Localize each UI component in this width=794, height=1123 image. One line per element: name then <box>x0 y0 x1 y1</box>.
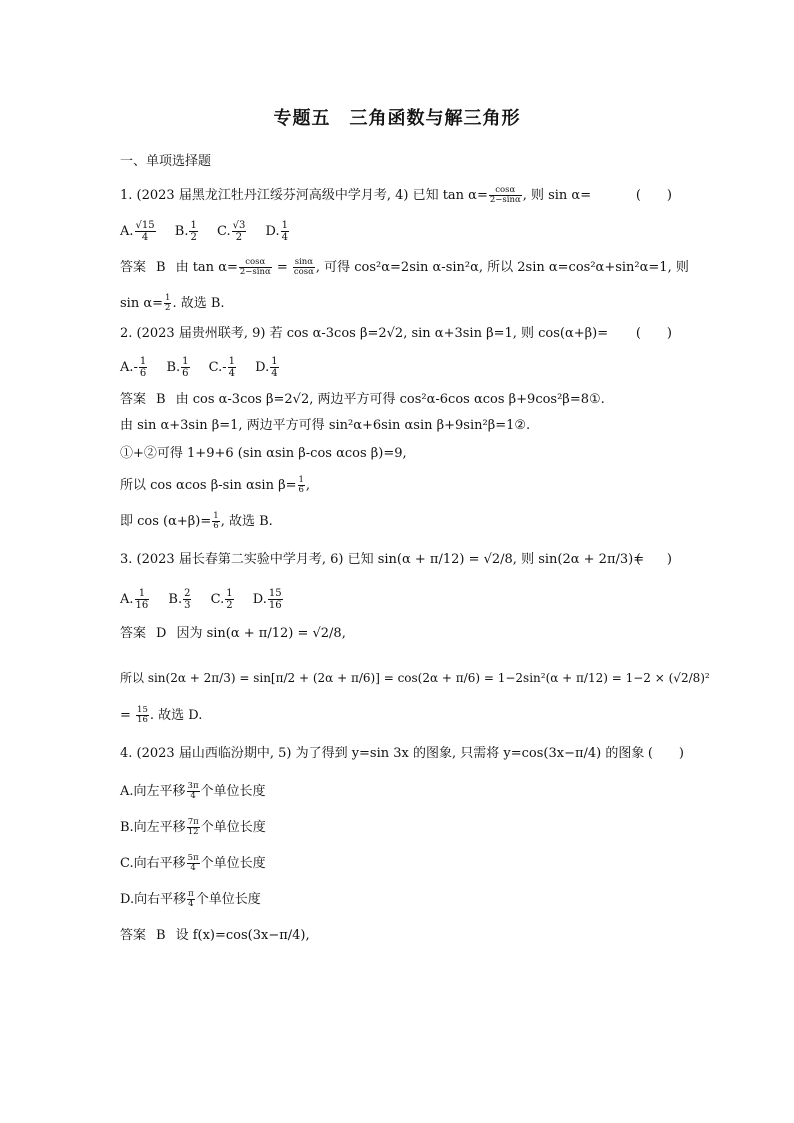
option-a: A.- $\frac{1}{6}$ <box>120 356 147 379</box>
question-4-option-a: A.向左平移 $\frac{3\pi}{4}$ 个单位长度 <box>120 781 266 801</box>
option-b: B. $\frac{2}{3}$ <box>168 588 191 611</box>
option-b: B. $\frac{1}{2}$ <box>174 220 197 243</box>
question-4-option-c: C.向右平移 $\frac{5\pi}{4}$ 个单位长度 <box>120 853 266 873</box>
answer-blank: ( ) <box>635 552 672 567</box>
question-1-answer: 答案 B 由 tan α= $\frac{\cos\alpha}{2-\sin\alpha}$ = $\frac{\sin\alpha}{\cos\alpha}$ , 可得 cos²α=2sin α-sin²α, 所以 2sin α=cos²α+sin²α=1, 则 <box>120 257 689 277</box>
question-3-answer-l3: = $\frac{15}{16}$ . 故选 D. <box>120 705 203 725</box>
question-4-answer: 答案 B 设 f(x)=cos(3x−π/4), <box>120 928 310 943</box>
question-1-answer-cont: sin α= $\frac{1}{2}$ . 故选 B. <box>120 293 225 313</box>
fraction: $\frac{\cos\alpha}{2-\sin\alpha}$ <box>489 185 521 205</box>
question-4-option-d: D.向右平移 $\frac{\pi}{4}$ 个单位长度 <box>120 889 261 909</box>
option-d: D. $\frac{15}{16}$ <box>252 588 282 611</box>
option-c: C. $\frac{1}{2}$ <box>210 588 233 611</box>
option-d: D. $\frac{1}{4}$ <box>255 356 278 379</box>
question-2-answer-l2: 由 sin α+3sin β=1, 两边平方可得 sin²α+6sin αsin β+9sin²β=1②. <box>120 418 531 433</box>
question-1-options <box>120 220 680 244</box>
question-2-answer-l3: ①+②可得 1+9+6 (sin αsin β-cos αcos β)=9, <box>120 446 407 461</box>
question-2-answer-l5: 即 cos (α+β)= $\frac{1}{6}$ , 故选 B. <box>120 511 273 531</box>
question-3-answer-l2: 所以 sin(2α + 2π/3) = sin[π/2 + (2α + π/6)] = cos(2α + π/6) = 1−2sin²(α + π/12) = 1−2 × (√2/8)² <box>120 671 710 685</box>
question-2-answer: 答案 B 由 cos α-3cos β=2√2, 两边平方可得 cos²α-6cos αcos β+9cos²β=8①. <box>120 392 605 407</box>
question-4-option-b: B.向左平移 $\frac{7\pi}{12}$ 个单位长度 <box>120 817 266 837</box>
question-3-answer: 答案 D 因为 sin(α + π/12) = √2/8, <box>120 626 346 641</box>
question-1-stem: 1. (2023 届黑龙江牡丹江绥芬河高级中学月考, 4) 已知 tan α= $\frac{\cos\alpha}{2-\sin\alpha}$ , 则 sin α= ( ) <box>120 184 680 208</box>
option-d: D. $\frac{1}{4}$ <box>265 220 288 243</box>
option-a: A. $\frac{√15}{4}$ <box>120 220 155 243</box>
option-a: A. $\frac{1}{16}$ <box>120 588 149 611</box>
page-title: 专题五 三角函数与解三角形 <box>273 108 521 129</box>
question-3-stem: 3. (2023 届长春第二实验中学月考, 6) 已知 sin(α + π/12) = √2/8, 则 sin(2α + 2π/3)= ( ) <box>120 548 680 572</box>
option-c: C. $\frac{√3}{2}$ <box>216 220 246 243</box>
question-2-answer-l4: 所以 cos αcos β-sin αsin β= $\frac{1}{6}$ , <box>120 475 311 495</box>
option-b: B. $\frac{1}{6}$ <box>166 356 189 379</box>
question-2-stem: 2. (2023 届贵州联考, 9) 若 cos α-3cos β=2√2, sin α+3sin β=1, 则 cos(α+β)= ( ) <box>120 322 680 346</box>
question-4-stem: 4. (2023 届山西临汾期中, 5) 为了得到 y=sin 3x 的图象, 只需将 y=cos(3x−π/4) 的图象 ( ) <box>120 742 680 766</box>
question-2-options <box>120 356 680 380</box>
question-3-options <box>120 588 680 612</box>
section-heading: 一、单项选择题 <box>120 154 212 169</box>
option-c: C.- $\frac{1}{4}$ <box>208 356 236 379</box>
answer-blank: ( ) <box>635 326 672 341</box>
answer-blank: ( ) <box>647 746 684 761</box>
answer-blank: ( ) <box>635 188 672 203</box>
